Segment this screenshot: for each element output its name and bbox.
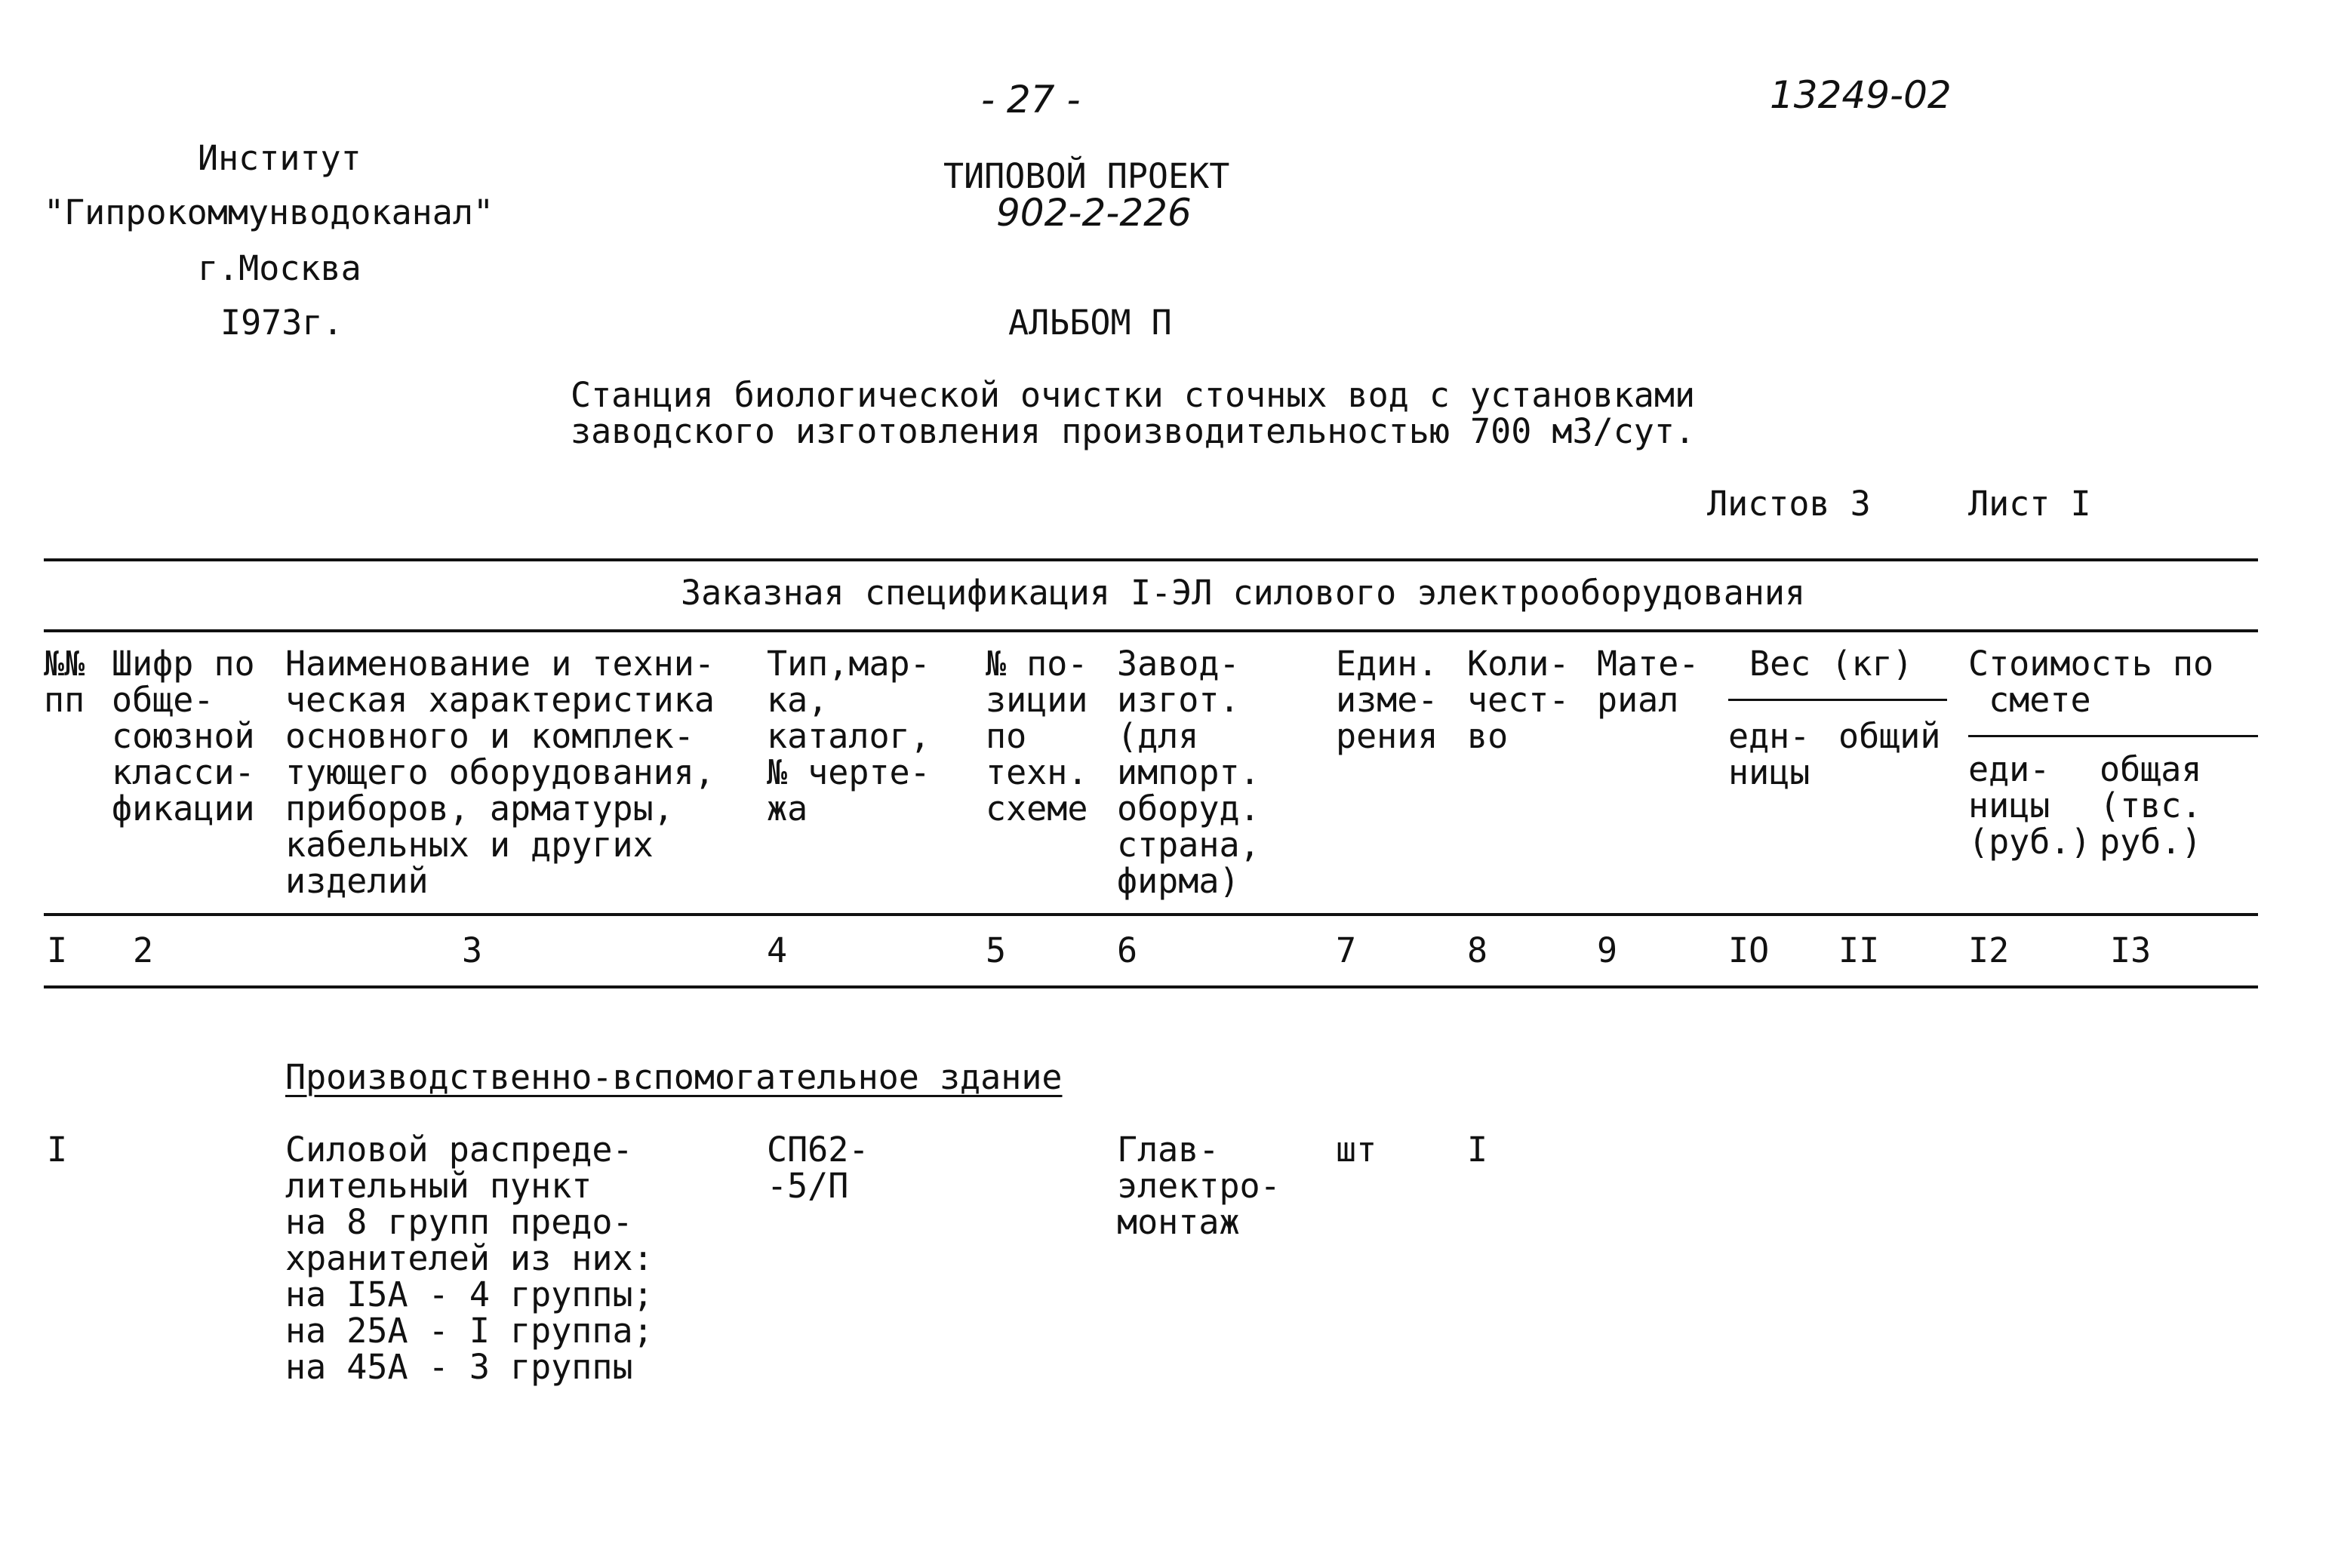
sheets-total: Листов 3 xyxy=(1707,484,1871,524)
row-unit: шт xyxy=(1336,1130,1377,1170)
project-title: ТИПОВОЙ ПРОЕКТ xyxy=(943,156,1230,196)
col-number-5: 5 xyxy=(986,930,1007,970)
document-code: 13249-02 xyxy=(1770,73,1952,117)
project-number: 902-2-226 xyxy=(996,191,1192,235)
row-manufacturer: Глав- электро- монтаж xyxy=(1117,1130,1281,1242)
institute-label: Институт xyxy=(198,138,361,178)
institute-city: г.Москва xyxy=(198,248,361,288)
col-header-12: еди- ницы (руб.) xyxy=(1968,749,2091,862)
col-header-3: Наименование и техни- ческая характеристика основного и комплек- тующего оборудования, приборов, арматуры, кабельных и других изделий xyxy=(285,644,715,901)
header-bottom-rule xyxy=(44,913,2258,916)
col-header-4: Тип,мар- ка, каталог, № черте- жа xyxy=(767,644,931,829)
institute-name: "Гипрокоммунводоканал" xyxy=(44,192,494,232)
weight-group-rule xyxy=(1728,699,1947,701)
row-item-name: Силовой распреде- лительный пункт на 8 групп предо- хранителей из них: на I5А - 4 группы; на 25А - I группа; на 45А - 3 группы xyxy=(285,1130,654,1387)
col-number-6: 6 xyxy=(1117,930,1138,970)
col-number-4: 4 xyxy=(767,930,788,970)
col-header-10: едн- ницы xyxy=(1728,716,1810,792)
title-rule xyxy=(44,629,2258,632)
sheet-current: Лист I xyxy=(1968,484,2091,524)
col-header-11: общий xyxy=(1838,716,1941,756)
numbers-bottom-rule xyxy=(44,985,2258,988)
col-number-8: 8 xyxy=(1467,930,1488,970)
weight-group-header: Вес (кг) xyxy=(1749,644,1913,684)
col-header-1: №№ пп xyxy=(44,644,85,720)
col-number-13: I3 xyxy=(2110,930,2152,970)
col-number-3: 3 xyxy=(462,930,483,970)
description-line-2: заводского изготовления производительностью 700 м3/сут. xyxy=(571,411,1696,451)
cost-group-header: Стоимость по смете xyxy=(1968,644,2214,720)
col-number-7: 7 xyxy=(1336,930,1357,970)
spec-title: Заказная спецификация I-ЭЛ силового электрооборудования xyxy=(681,573,1806,613)
cost-group-rule xyxy=(1968,735,2258,737)
col-header-2: Шифр по обще- союзной класси- фикации xyxy=(112,644,255,829)
page-number: - 27 - xyxy=(981,78,1081,121)
album-label: АЛЬБОМ П xyxy=(1008,303,1172,343)
col-number-12: I2 xyxy=(1968,930,2010,970)
col-number-1: I xyxy=(47,930,68,970)
table-top-rule xyxy=(44,558,2258,561)
col-header-9: Мате- риал xyxy=(1597,644,1700,720)
col-number-9: 9 xyxy=(1597,930,1618,970)
col-number-2: 2 xyxy=(133,930,154,970)
col-header-8: Коли- чест- во xyxy=(1467,644,1570,756)
col-header-13: общая (твс. руб.) xyxy=(2100,749,2202,862)
row-quantity: I xyxy=(1467,1130,1488,1170)
col-number-10: IO xyxy=(1728,930,1770,970)
description-line-1: Станция биологической очистки сточных вод с установками xyxy=(571,375,1696,415)
row-item-type: СП62- -5/П xyxy=(767,1130,869,1206)
col-header-7: Един. изме- рения xyxy=(1336,644,1438,756)
col-number-11: II xyxy=(1838,930,1880,970)
section-title: Производственно-вспомогательное здание xyxy=(285,1057,1063,1097)
col-header-5: № по- зиции по техн. схеме xyxy=(986,644,1088,829)
col-header-6: Завод- изгот. (для импорт. оборуд. страна, фирма) xyxy=(1117,644,1260,901)
institute-year: I973г. xyxy=(220,303,343,343)
row-number: I xyxy=(47,1130,68,1170)
